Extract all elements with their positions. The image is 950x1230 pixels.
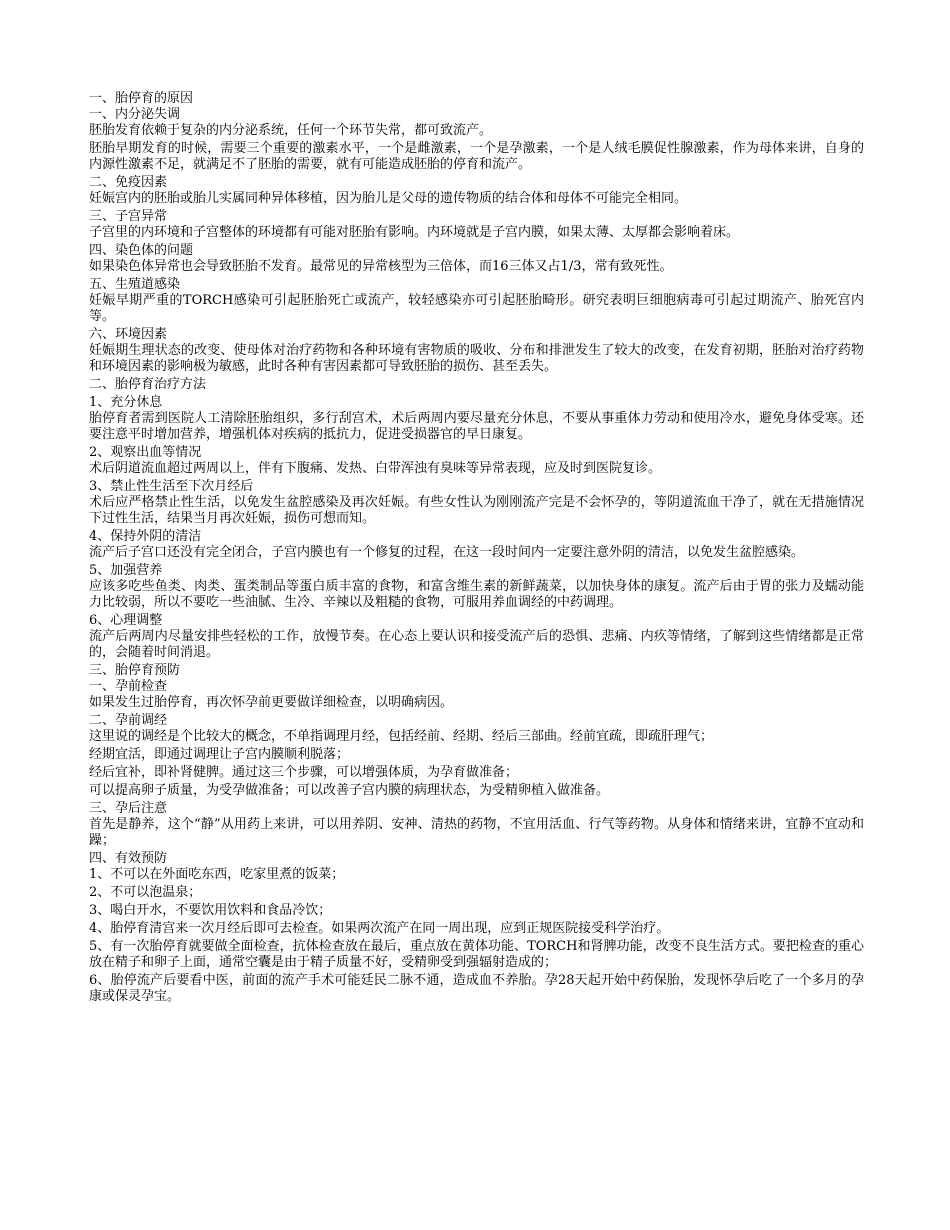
subsection-title: 5、加强营养: [89, 563, 163, 578]
paragraph: 这里说的调经是个比较大的概念，不单指调理月经，包括经前、经期、经后三部曲。经前宜疏，即疏肝理气；: [89, 729, 714, 744]
paragraph: 术后阴道流血超过两周以上，伴有下腹痛、发热、白带浑浊有臭味等异常表现，应及时到医院复诊。: [89, 461, 662, 476]
subsection-title: 六、环境因素: [89, 327, 168, 342]
list-item: 5、有一次胎停育就要做全面检查，抗体检查放在最后，重点放在黄体功能、TORCH和肾脾功能，改变不良生活方式。要把检查的重心放在精子和卵子上面，通常空囊是由于精子质量不好，受精卵受到强辐射造成的；: [89, 939, 864, 970]
paragraph: 可以提高卵子质量，为受孕做准备；可以改善子宫内膜的病理状态，为受精卵植入做准备。: [89, 783, 610, 798]
paragraph: 术后应严格禁止性生活，以免发生盆腔感染及再次妊娠。有些女性认为刚刚流产完是不会怀孕的，等阴道流血干净了，就在无措施情况下过性生活，结果当月再次妊娠，损伤可想而知。: [89, 495, 864, 526]
subsection-title: 3、禁止性生活至下次月经后: [89, 479, 254, 494]
subsection-title: 三、子宫异常: [89, 209, 168, 224]
subsection-title: 五、生殖道感染: [89, 277, 181, 292]
list-item: 1、不可以在外面吃东西，吃家里煮的饭菜；: [89, 867, 345, 882]
paragraph: 流产后子宫口还没有完全闭合，子宫内膜也有一个修复的过程，在这一段时间内一定要注意外阴的清洁，以免发生盆腔感染。: [89, 545, 805, 560]
paragraph: 流产后两周内尽量安排些轻松的工作，放慢节奏。在心态上要认识和接受流产后的恐惧、悲痛、内疚等情绪，了解到这些情绪都是正常的，会随着时间消退。: [89, 629, 864, 660]
subsection-title: 四、有效预防: [89, 851, 168, 866]
list-item: 2、不可以泡温泉；: [89, 885, 202, 900]
subsection-title: 1、充分休息: [89, 395, 163, 410]
paragraph: 胚胎发育依赖于复杂的内分泌系统，任何一个环节失常，都可致流产。: [89, 123, 493, 138]
list-item: 6、胎停流产后要看中医，前面的流产手术可能廷民二脉不通，造成血不养胎。孕28天起开始中药保胎，发现怀孕后吃了一个多月的孕康或保灵孕宝。: [89, 973, 864, 1004]
paragraph: 妊娠期生理状态的改变、使母体对治疗药物和各种环境有害物质的吸收、分布和排泄发生了较大的改变，在发育初期，胚胎对治疗药物和环境因素的影响极为敏感，此时各种有害因素都可导致胚胎的损伤、甚至丢失。: [89, 343, 864, 374]
paragraph: 首先是静养，这个“静”从用药上来讲，可以用养阴、安神、清热的药物，不宜用活血、行气等药物。从身体和情绪来讲，宜静不宜动和躁；: [89, 817, 864, 848]
subsection-title: 三、孕后注意: [89, 801, 168, 816]
subsection-title: 四、染色体的问题: [89, 243, 194, 258]
subsection-title: 一、孕前检查: [89, 679, 168, 694]
paragraph: 子宫里的内环境和子宫整体的环境都有可能对胚胎有影响。内环境就是子宫内膜，如果太薄、太厚都会影响着床。: [89, 225, 740, 240]
list-item: 4、胎停育清宫来一次月经后即可去检查。如果两次流产在同一周出现，应到正规医院接受科学治疗。: [89, 921, 670, 936]
paragraph: 应该多吃些鱼类、肉类、蛋类制品等蛋白质丰富的食物，和富含维生素的新鲜蔬菜，以加快身体的康复。流产后由于胃的张力及蠕动能力比较弱，所以不要吃一些油腻、生冷、辛辣以及粗糙的食物，可服用养血调经的中药调理。: [89, 579, 864, 610]
paragraph: 经后宜补，即补肾健脾。通过这三个步骤，可以增强体质，为孕育做准备；: [89, 765, 519, 780]
subsection-title: 二、孕前调经: [89, 713, 168, 728]
paragraph: 经期宜活，即通过调理让子宫内膜顺利脱落；: [89, 747, 350, 762]
section-title: 三、胎停育预防: [89, 663, 181, 678]
section-title: 一、胎停育的原因: [89, 91, 194, 106]
paragraph: 如果染色体异常也会导致胚胎不发育。最常见的异常核型为三倍体，而16三体又占1/3，常有致死性。: [89, 259, 673, 274]
document-body: [89, 91, 864, 1007]
subsection-title: 6、心理调整: [89, 613, 163, 628]
paragraph: 妊娠宫内的胚胎或胎儿实属同种异体移植，因为胎儿是父母的遗传物质的结合体和母体不可能完全相同。: [89, 191, 688, 206]
list-item: 3、喝白开水，不要饮用饮料和食品冷饮；: [89, 903, 332, 918]
paragraph: 胎停育者需到医院人工清除胚胎组织，多行刮宫术，术后两周内要尽量充分休息，不要从事重体力劳动和使用冷水，避免身体受寒。还要注意平时增加营养，增强机体对疾病的抵抗力，促进受损器官的早日康复。: [89, 411, 864, 442]
subsection-title: 一、内分泌失调: [89, 107, 181, 122]
subsection-title: 4、保持外阴的清洁: [89, 529, 202, 544]
subsection-title: 二、免疫因素: [89, 175, 168, 190]
subsection-title: 2、观察出血等情况: [89, 445, 202, 460]
paragraph: 妊娠早期严重的TORCH感染可引起胚胎死亡或流产，较轻感染亦可引起胚胎畸形。研究表明巨细胞病毒可引起过期流产、胎死宫内等。: [89, 293, 864, 324]
paragraph: 如果发生过胎停育，再次怀孕前更要做详细检查，以明确病因。: [89, 695, 454, 710]
section-title: 二、胎停育治疗方法: [89, 377, 207, 392]
paragraph: 胚胎早期发育的时候，需要三个重要的激素水平，一个是雌激素，一个是孕激素，一个是人绒毛膜促性腺激素，作为母体来讲，自身的内源性激素不足，就满足不了胚胎的需要，就有可能造成胚胎的停育和流产。: [89, 141, 864, 172]
